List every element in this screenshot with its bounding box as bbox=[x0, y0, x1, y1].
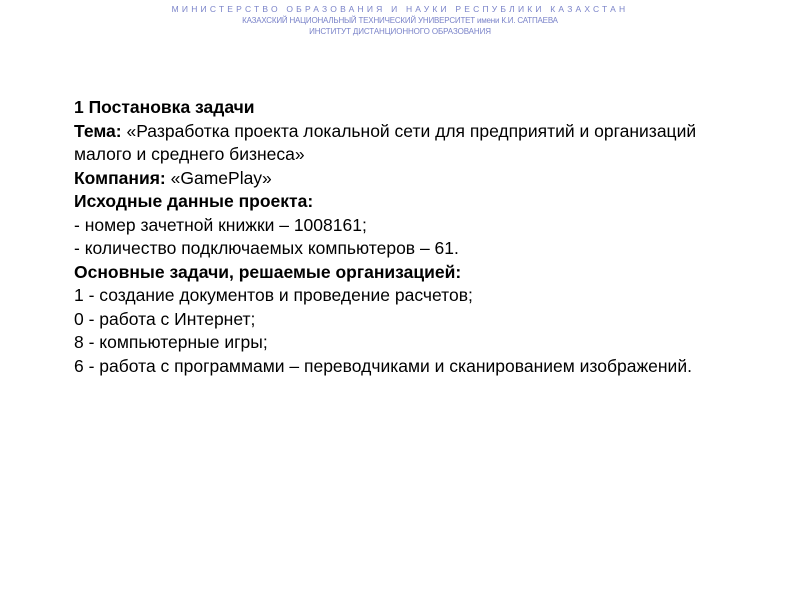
company-label: Компания: bbox=[74, 167, 166, 188]
topic-label: Тема: bbox=[74, 120, 122, 141]
slide-header bbox=[0, 4, 800, 37]
company-paragraph bbox=[74, 167, 714, 191]
university-title: КАЗАХСКИЙ НАЦИОНАЛЬНЫЙ ТЕХНИЧЕСКИЙ УНИВЕРСИТЕТ имени К.И. САТПАЕВА bbox=[242, 16, 558, 25]
section-title: 1 Постановка задачи bbox=[74, 97, 255, 117]
institute-title: ИНСТИТУТ ДИСТАНЦИОННОГО ОБРАЗОВАНИЯ bbox=[309, 27, 491, 36]
task-item: 6 - работа с программами – переводчиками и сканированием изображений. bbox=[74, 355, 692, 376]
topic-text: «Разработка проекта локальной сети для предприятий и организаций малого и среднего бизнеса» bbox=[74, 120, 697, 164]
task-item: 8 - компьютерные игры; bbox=[74, 332, 268, 352]
company-text: «GamePlay» bbox=[165, 167, 272, 188]
tasks-heading: Основные задачи, решаемые организацией: bbox=[74, 261, 462, 282]
ministry-title: МИНИСТЕРСТВО ОБРАЗОВАНИЯ И НАУКИ РЕСПУБЛИКИ КАЗАХСТАН bbox=[171, 4, 629, 14]
task-item: 0 - работа с Интернет; bbox=[74, 308, 256, 329]
initial-data-heading: Исходные данные проекта: bbox=[74, 191, 314, 211]
slide-content bbox=[74, 96, 714, 378]
topic-paragraph bbox=[74, 120, 714, 167]
initial-data-item: - количество подключаемых компьютеров – 61. bbox=[74, 238, 459, 258]
task-item: 1 - создание документов и проведение расчетов; bbox=[74, 285, 473, 305]
initial-data-item: - номер зачетной книжки – 1008161; bbox=[74, 214, 367, 235]
